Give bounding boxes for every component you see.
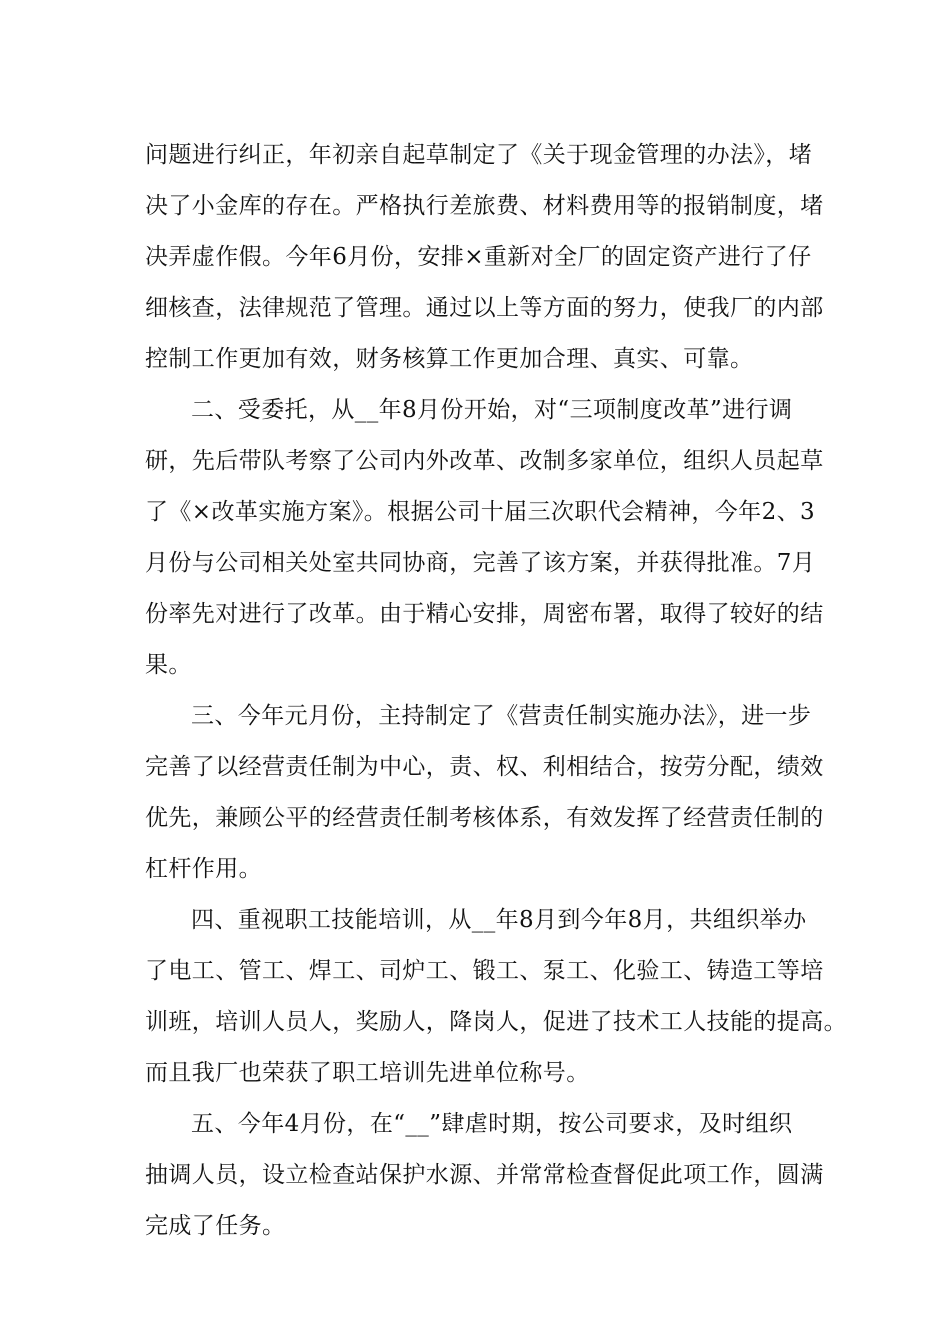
text-line: 决弄虚作假。今年6月份，安排×重新对全厂的固定资产进行了仔 bbox=[145, 244, 812, 270]
text-line: 杠杆作用。 bbox=[145, 856, 262, 882]
text-line: 研，先后带队考察了公司内外改革、改制多家单位，组织人员起草 bbox=[145, 448, 824, 474]
text-line: 优先，兼顾公平的经营责任制考核体系，有效发挥了经营责任制的 bbox=[145, 805, 824, 831]
paragraph-four bbox=[145, 895, 847, 1099]
text-line: 完成了任务。 bbox=[145, 1213, 286, 1239]
document-body bbox=[145, 130, 847, 1252]
text-line: 训班，培训人员人，奖励人，降岗人，促进了技术工人技能的提高。 bbox=[145, 1009, 847, 1035]
text-line: 完善了以经营责任制为中心，责、权、利相结合，按劳分配，绩效 bbox=[145, 754, 824, 780]
text-line-first: 二、受委托，从__年8月份开始，对“三项制度改革”进行调 bbox=[191, 397, 793, 423]
text-line: 细核查，法律规范了管理。通过以上等方面的努力，使我厂的内部 bbox=[145, 295, 824, 321]
paragraph-three bbox=[145, 691, 825, 895]
text-line-first: 五、今年4月份，在“__”肆虐时期，按公司要求，及时组织 bbox=[191, 1111, 793, 1137]
text-line: 果。 bbox=[145, 652, 192, 678]
text-line-first: 四、重视职工技能培训，从__年8月到今年8月，共组织举办 bbox=[191, 907, 807, 933]
paragraph-continuation bbox=[145, 130, 825, 385]
text-line: 问题进行纠正，年初亲自起草制定了《关于现金管理的办法》，堵 bbox=[145, 142, 813, 168]
text-line: 份率先对进行了改革。由于精心安排，周密布署，取得了较好的结 bbox=[145, 601, 824, 627]
paragraph-two bbox=[145, 385, 825, 691]
text-line: 而且我厂也荣获了职工培训先进单位称号。 bbox=[145, 1060, 590, 1086]
text-line: 决了小金库的存在。严格执行差旅费、材料费用等的报销制度，堵 bbox=[145, 193, 824, 219]
paragraph-five bbox=[145, 1099, 825, 1252]
text-line: 了《×改革实施方案》。根据公司十届三次职代会精神，今年2、3 bbox=[145, 499, 816, 525]
text-line: 月份与公司相关处室共同协商，完善了该方案，并获得批准。7月 bbox=[145, 550, 816, 576]
text-line: 了电工、管工、焊工、司炉工、锻工、泵工、化验工、铸造工等培 bbox=[145, 958, 824, 984]
text-line: 控制工作更加有效，财务核算工作更加合理、真实、可靠。 bbox=[145, 346, 754, 372]
text-line-first: 三、今年元月份，主持制定了《营责任制实施办法》，进一步 bbox=[191, 703, 812, 729]
text-line: 抽调人员，设立检查站保护水源、并常常检查督促此项工作，圆满 bbox=[145, 1162, 824, 1188]
